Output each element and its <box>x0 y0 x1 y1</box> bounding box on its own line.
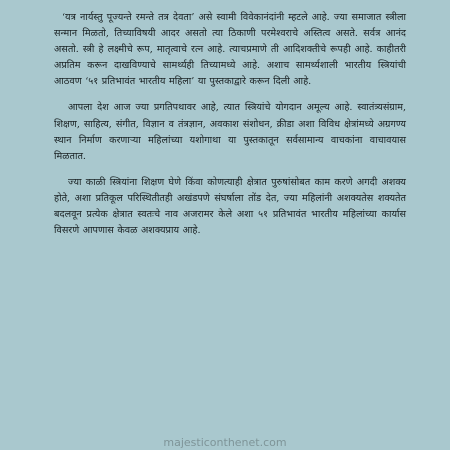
paragraph-3: ज्या काळी स्त्रियांना शिक्षण घेणे किंवा कोणत्याही क्षेत्रात पुरुषांसोबत काम करणे अगदी अशक्य होते, अशा प्रतिकूल परिस्थितीतही अखंडपणे संघर्षाला तोंड देत, ज्या महिलांनी अशक्यतेस शक्यतेत बदलवून प्रत्येक क्षेत्रात स्वतःचे नाव अजरामर केले अशा ५१ प्रतिभावंत भारतीय महिलांच्या कार्यास विसरणे आपणास केवळ अशक्यप्राय आहे. <box>54 176 406 237</box>
site-watermark: majesticonthenet.com <box>163 436 287 449</box>
paragraph-1: ‘यत्र नार्यस्तु पूज्यन्ते रमन्ते तत्र देवता’ असे स्वामी विवेकानंदांनी म्हटले आहे. ज्या समाजात स्त्रीला सन्मान मिळतो, तिच्याविषयी आदर असतो त्या ठिकाणी परमेश्वराचे अस्तित्व असते. सर्वत्र आनंद असतो. स्त्री हे लक्ष्मीचे रूप, मातृत्वाचे रत्न आहे. त्याचप्रमाणे ती आदिशक्तीचे रूपही आहे. काहीतरी अप्रतिम करून दाखविण्याचे सामर्थ्यही तिच्यामध्ये आहे. अशाच सामर्थ्यशाली भारतीय स्त्रियांची आठवण ‘५१ प्रतिभावंत भारतीय महिला’ या पुस्तकाद्वारे करून दिली आहे. <box>54 12 406 88</box>
paragraph-2: आपला देश आज ज्या प्रगतिपथावर आहे, त्यात स्त्रियांचे योगदान अमूल्य आहे. स्वातंत्र्यसंग्राम, शिक्षण, साहित्य, संगीत, विज्ञान व तंत्रज्ञान, अवकाश संशोधन, क्रीडा अशा विविध क्षेत्रांमध्ये अग्रगण्य स्थान निर्माण करणाऱ्या महिलांच्या यशोगाथा या पुस्तकातून सर्वसामान्य वाचकांना वाचावयास मिळतात. <box>54 102 406 162</box>
